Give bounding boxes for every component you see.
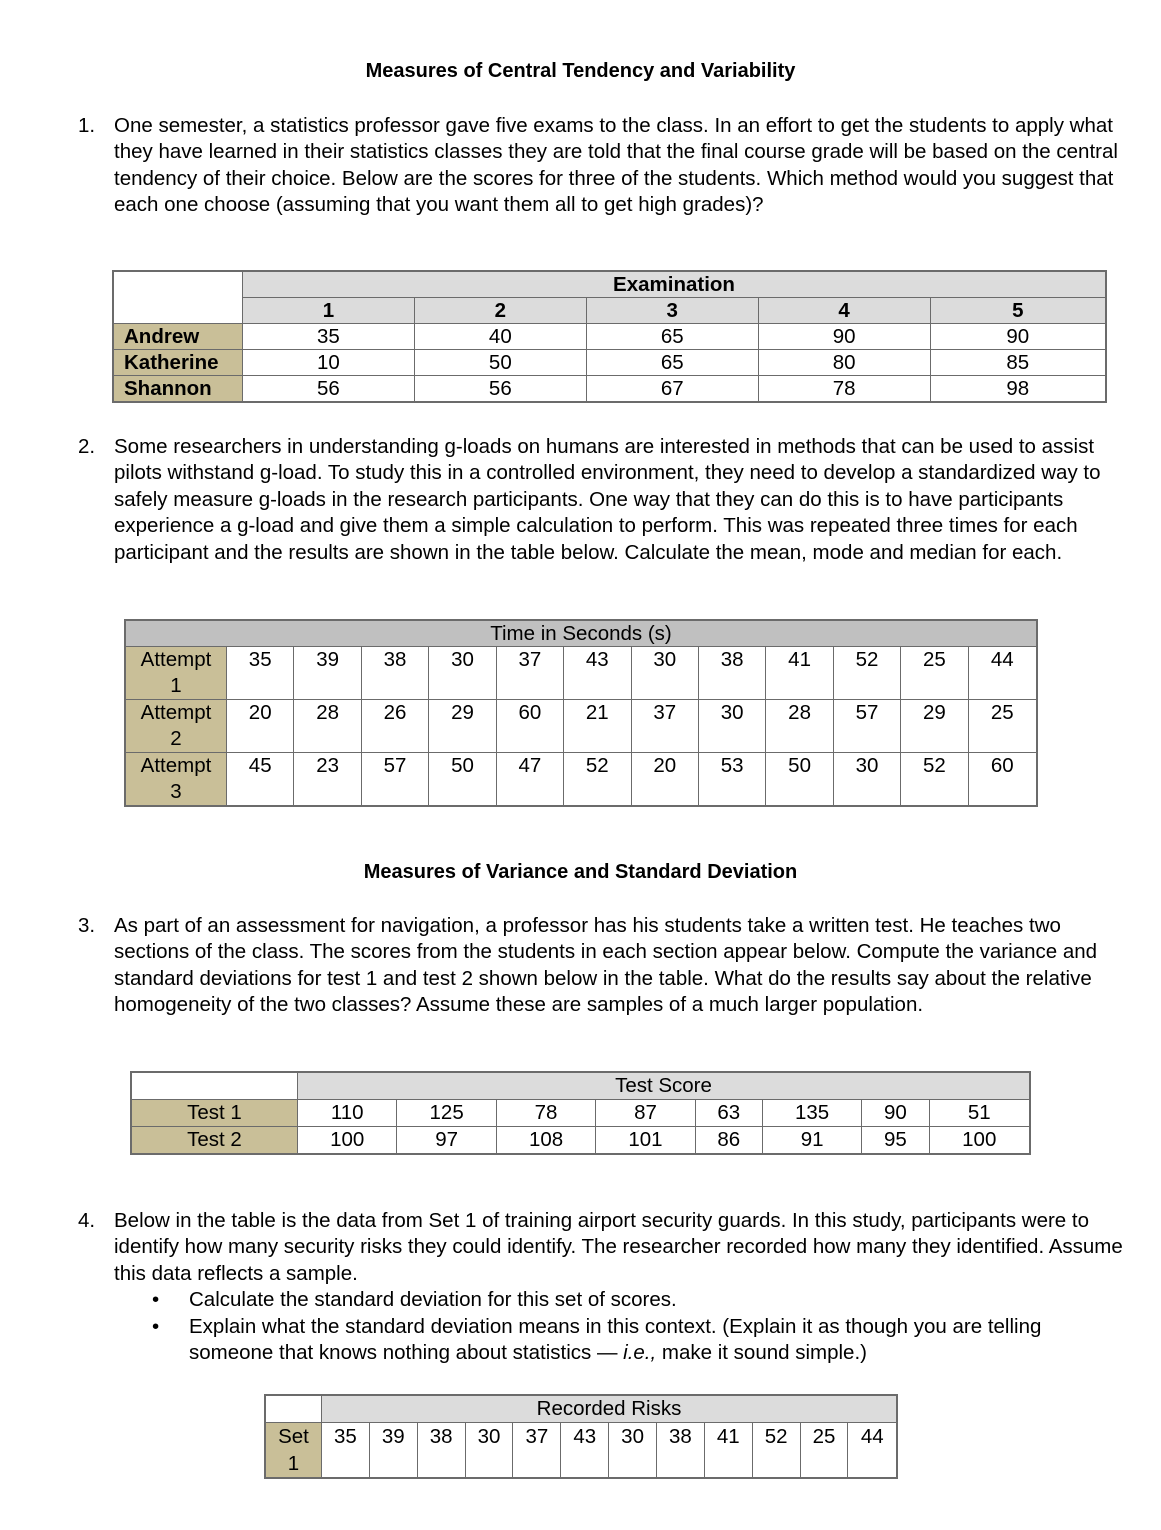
question-text: One semester, a statistics professor gave five exams to the class. In an effort to get the students to apply what they have learned in their statistics classes they are told that the final course grade will be based on the central tendency of their choice. Below are the scores for three of the students. Which method would you suggest that each one choose (assuming that you want them all to get high grades)? [114,114,1118,217]
bullet-icon: • [152,1314,160,1338]
table-cell: 56 [243,376,415,403]
test-scores-table [130,1071,1031,1155]
empty-corner-cell [131,1072,298,1100]
table-cell: 25 [968,700,1037,753]
table-cell: 95 [862,1127,929,1155]
group-header: Test Score [298,1072,1031,1100]
table-cell: 29 [901,700,968,753]
table-cell: 101 [596,1127,695,1155]
question-4 [78,1208,1128,1366]
table-row [131,1127,1030,1155]
question-number: 3. [78,914,96,937]
table-cell: 35 [322,1423,370,1479]
row-label: Attempt 2 [125,700,227,753]
table-cell: 38 [698,647,765,700]
table-cell: 29 [429,700,496,753]
table-cell: 51 [929,1100,1030,1127]
table-cell: 20 [227,700,294,753]
table-cell: 86 [695,1127,762,1155]
table-cell: 39 [294,647,361,700]
table-cell: 40 [414,324,586,350]
section-heading-variance: Measures of Variance and Standard Deviation [363,861,798,883]
table-cell: 78 [758,376,930,403]
table-cell: 100 [929,1127,1030,1155]
table-cell: 90 [862,1100,929,1127]
table-cell: 87 [596,1100,695,1127]
table-cell: 44 [848,1423,897,1479]
table-cell: 25 [800,1423,848,1479]
table-cell: 67 [586,376,758,403]
table-cell: 44 [968,647,1037,700]
table-cell: 30 [833,753,900,807]
gload-times-table [124,619,1038,807]
table-cell: 63 [695,1100,762,1127]
column-header: 2 [414,298,586,324]
table-cell: 56 [414,376,586,403]
column-header: 5 [930,298,1106,324]
table-cell: 97 [397,1127,496,1155]
table-cell: 43 [561,1423,609,1479]
table-cell: 23 [294,753,361,807]
row-label: Attempt 3 [125,753,227,807]
bullet-item: • Explain what the standard deviation means in this context. (Explain it as though you are telling someone that knows nothing about statistics — i.e., make it sound simple.) [152,1314,1042,1365]
table-cell: 37 [513,1423,561,1479]
table-cell: 100 [298,1127,397,1155]
table-cell: 10 [243,350,415,376]
table-cell: 39 [369,1423,417,1479]
table-row [131,1100,1030,1127]
row-label: Test 2 [131,1127,298,1155]
question-number: 1. [78,114,96,137]
table-cell: 30 [465,1423,513,1479]
table-row [113,350,1106,376]
row-label: Set 1 [265,1423,322,1479]
table-cell: 28 [766,700,833,753]
table-cell: 20 [631,753,698,807]
question-text: As part of an assessment for navigation, a professor has his students take a written test. He teaches two sections of the class. The scores from the students in each section appear below. Compute the variance and standard deviations for test 1 and test 2 shown below in the table. What do the results say about the relative homogeneity of the two classes? Assume these are samples of a much larger population. [114,914,1098,1017]
table-cell: 25 [901,647,968,700]
table-row [125,700,1037,753]
table-cell: 30 [609,1423,657,1479]
bullet-item: • Calculate the standard deviation for this set of scores. [114,1287,1128,1313]
table-cell: 57 [361,753,428,807]
table-cell: 38 [657,1423,705,1479]
table-cell: 65 [586,350,758,376]
table-cell: 90 [758,324,930,350]
table-cell: 65 [586,324,758,350]
row-label: Test 1 [131,1100,298,1127]
table-cell: 41 [704,1423,752,1479]
bullet-icon: • [152,1288,160,1312]
table-cell: 43 [564,647,631,700]
table-cell: 50 [414,350,586,376]
table-cell: 108 [496,1127,595,1155]
table-cell: 50 [429,753,496,807]
question-number: 2. [78,435,96,458]
exam-scores-table [112,270,1107,403]
row-label: Shannon [113,376,243,403]
empty-corner-cell [113,271,243,324]
table-cell: 30 [429,647,496,700]
table-cell: 30 [631,647,698,700]
table-row [125,753,1037,807]
table-cell: 30 [698,700,765,753]
question-text: Below in the table is the data from Set 1 of training airport security guards. In this study, participants were to identify how many security risks they could identify. The researcher recorded how many they identified. Assume this data reflects a sample. [114,1209,1123,1285]
table-cell: 57 [833,700,900,753]
row-label: Attempt 1 [125,647,227,700]
table-cell: 52 [564,753,631,807]
table-cell: 78 [496,1100,595,1127]
table-row [113,324,1106,350]
row-label: Andrew [113,324,243,350]
table-cell: 53 [698,753,765,807]
table-cell: 60 [968,753,1037,807]
table-cell: 50 [766,753,833,807]
table-cell: 52 [901,753,968,807]
recorded-risks-table [264,1394,898,1479]
group-header: Recorded Risks [322,1395,898,1423]
table-cell: 85 [930,350,1106,376]
table-cell: 26 [361,700,428,753]
table-cell: 90 [930,324,1106,350]
bullet-list [114,1287,1128,1366]
table-cell: 52 [752,1423,800,1479]
table-cell: 37 [631,700,698,753]
table-cell: 80 [758,350,930,376]
question-3 [78,913,1128,1019]
table-cell: 37 [496,647,563,700]
column-header: 4 [758,298,930,324]
table-row [125,647,1037,700]
table-cell: 125 [397,1100,496,1127]
group-header: Time in Seconds (s) [125,620,1037,647]
table-cell: 38 [417,1423,465,1479]
table-cell: 38 [361,647,428,700]
empty-corner-cell [265,1395,322,1423]
row-label: Katherine [113,350,243,376]
section-heading-central-tendency: Measures of Central Tendency and Variability [365,60,796,82]
group-header: Examination [243,271,1107,298]
table-cell: 41 [766,647,833,700]
table-cell: 52 [833,647,900,700]
column-header: 3 [586,298,758,324]
table-cell: 91 [762,1127,861,1155]
question-1 [78,113,1128,219]
table-row [265,1423,897,1479]
table-cell: 110 [298,1100,397,1127]
table-row [113,376,1106,403]
table-cell: 60 [496,700,563,753]
table-cell: 47 [496,753,563,807]
question-text: Some researchers in understanding g-loads on humans are interested in methods that can be used to assist pilots withstand g-load. To study this in a controlled environment, they need to develop a standardized way to safely measure g-loads in the research participants. One way that they can do this is to have participants experience a g-load and give them a simple calculation to perform. This was repeated three times for each participant and the results are shown in the table below. Calculate the mean, mode and median for each. [114,435,1101,564]
table-cell: 45 [227,753,294,807]
table-cell: 21 [564,700,631,753]
table-cell: 35 [227,647,294,700]
table-cell: 28 [294,700,361,753]
table-cell: 35 [243,324,415,350]
question-2 [78,434,1128,566]
table-cell: 98 [930,376,1106,403]
question-number: 4. [78,1209,96,1232]
column-header: 1 [243,298,415,324]
table-cell: 135 [762,1100,861,1127]
